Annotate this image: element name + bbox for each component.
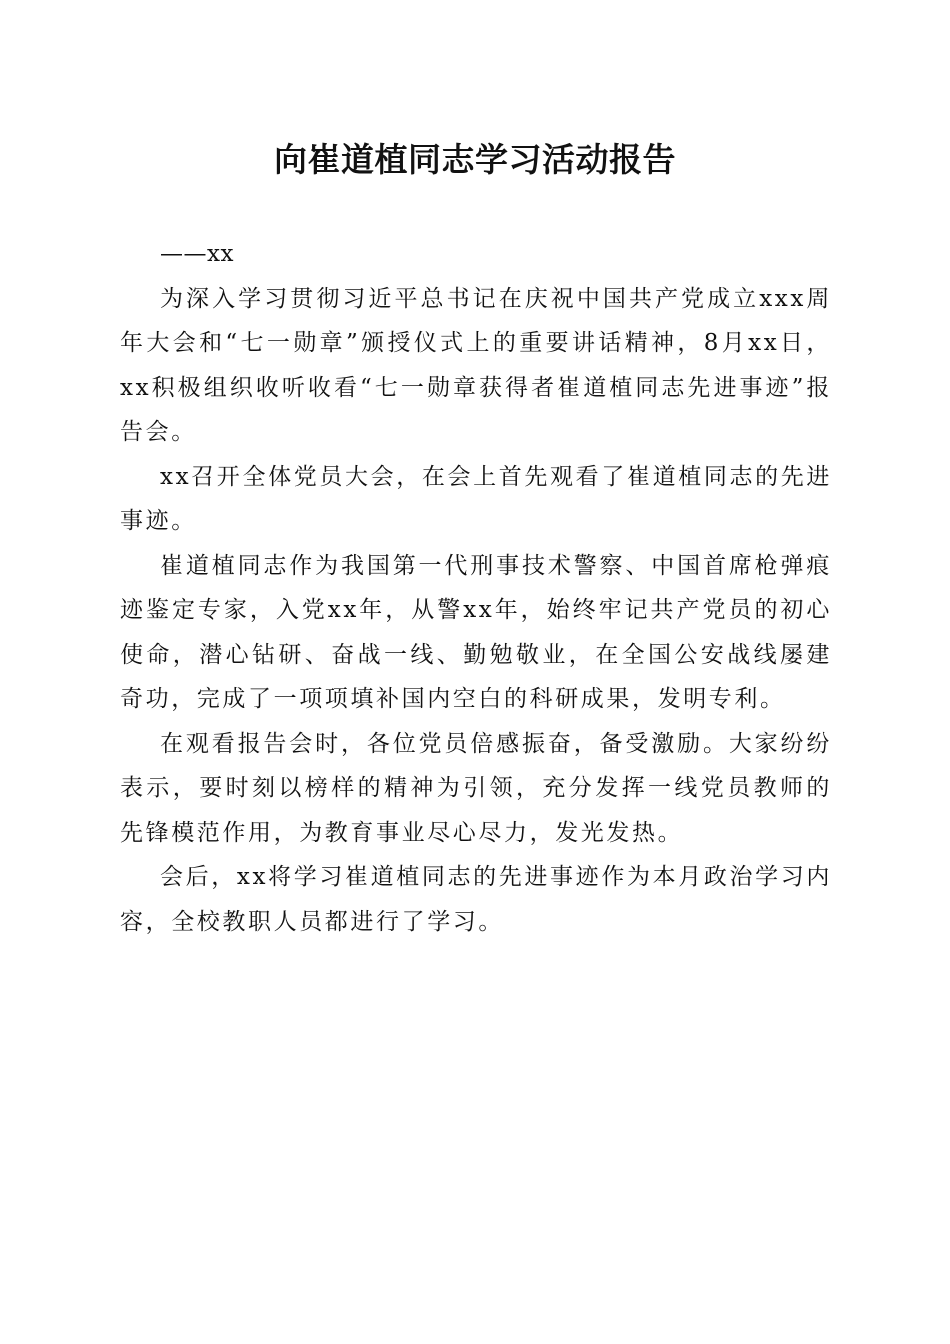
byline: ——xx: [160, 241, 234, 267]
paragraph: xx召开全体党员大会，在会上首先观看了崔道植同志的先进事迹。: [120, 463, 832, 534]
paragraph: 崔道植同志作为我国第一代刑事技术警察、中国首席枪弹痕迹鉴定专家，入党xx年，从警xx年，始终牢记共产党员的初心使命，潜心钻研、奋战一线、勤勉敬业，在全国公安战线屡建奇功，完成了一项项填补国内空白的科研成果，发明专利。: [120, 552, 832, 712]
paragraph: 在观看报告会时，各位党员倍感振奋，备受激励。大家纷纷表示，要时刻以榜样的精神为引领，充分发挥一线党员教师的先锋模范作用，为教育事业尽心尽力，发光发热。: [120, 730, 832, 846]
document-title: 向崔道植同志学习活动报告: [274, 140, 676, 179]
paragraph: 会后，xx将学习崔道植同志的先进事迹作为本月政治学习内容，全校教职人员都进行了学习。: [120, 864, 832, 935]
document-body: [120, 232, 832, 944]
paragraph: 为深入学习贯彻习近平总书记在庆祝中国共产党成立xxx周年大会和“七一勋章”颁授仪式上的重要讲话精神，8月xx日，xx积极组织收听收看“七一勋章获得者崔道植同志先进事迹”报告会。: [120, 285, 832, 445]
